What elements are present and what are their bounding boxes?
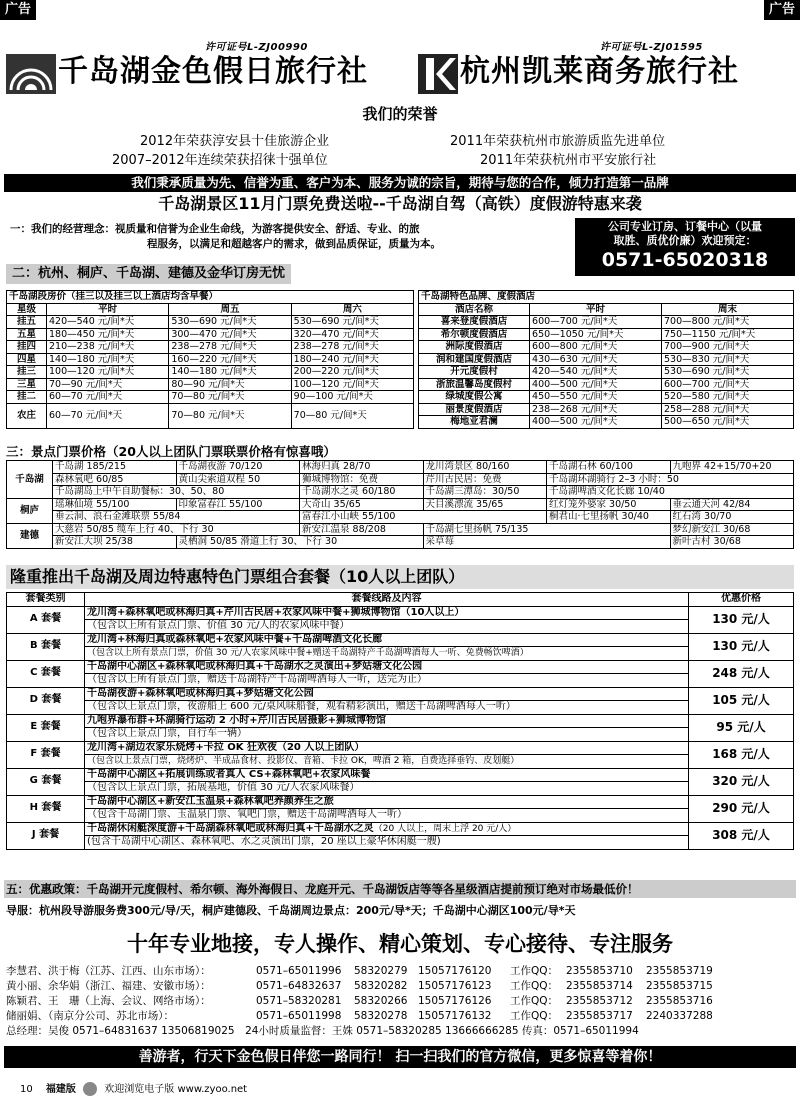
table-cell: 400—500 元/间*天 [530, 416, 662, 429]
table-cell: 农庄 [7, 403, 47, 428]
region-label: 桐庐 [7, 498, 53, 523]
table-cell: 九咆界 42+15/70+20 [670, 461, 794, 474]
table-row [419, 403, 794, 416]
table-cell: 100—120 元/间*天 [291, 378, 413, 391]
table-cell: 浙旅温馨岛度假村 [419, 378, 530, 391]
publisher-logo-icon [83, 1082, 97, 1096]
table-cell: 千岛湖夜游 70/120 [176, 461, 300, 474]
table-cell: (包含千岛湖中心湖区、森林氧吧、水之灵演出门票，20 座以上豪华休闲艇一艘) [85, 836, 689, 850]
table-row [7, 741, 794, 755]
table-cell: 600—700 元/间*天 [662, 378, 794, 391]
concept-text: 视质量和信誉为企业生命线，为游客提供安全、舒适、专业、的旅 [115, 223, 420, 235]
table-cell: 58320266 [354, 995, 408, 1007]
hotel-price-table [6, 290, 414, 429]
table-cell: 工作QQ： [510, 1010, 559, 1022]
table-cell: 300—470 元/间*天 [169, 328, 291, 341]
table-cell: F 套餐 [7, 741, 85, 768]
ad-label-right: 广告 [764, 0, 800, 20]
headline: 千岛湖景区11月门票免费送啦--千岛湖自驾（高铁）度假游特惠来袭 [158, 194, 642, 213]
region-label: 千岛湖 [7, 461, 53, 499]
ticket-price-table [6, 460, 794, 549]
table-row [7, 809, 794, 823]
table-cell: 160—220 元/间*天 [169, 353, 291, 366]
table-row [419, 316, 794, 329]
table-cell: 2355853715 [646, 980, 713, 992]
table-cell: 千岛湖中心湖区+森林氧吧或林海归真+千岛湖水之灵演出+梦姑塘文化公园 [85, 660, 689, 674]
table-cell: 700—900 元/间*天 [662, 341, 794, 354]
section-packages-title: 隆重推出千岛湖及周边特惠特色门票组合套餐（10人以上团队） [6, 565, 794, 589]
table-cell: 挂四 [7, 341, 47, 354]
table-cell: 千岛湖中心湖区+新安江玉温泉+森林氧吧养颜养生之旅 [85, 795, 689, 809]
table-cell: 丽景度假酒店 [419, 403, 530, 416]
table-cell: 520—580 元/间*天 [662, 391, 794, 404]
table-cell: 工作QQ： [510, 965, 559, 977]
booking-text: 公司专业订房、订餐中心（以量 [608, 220, 762, 233]
table-cell: 90—100 元/间*天 [291, 391, 413, 404]
footer-url[interactable]: www.zyoo.net [177, 1084, 248, 1095]
table-cell: 238—268 元/间*天 [530, 403, 662, 416]
col-header: 周末 [662, 303, 794, 316]
table-cell: 千岛湖环湖骑行 2–3 小时：50 [547, 473, 794, 486]
table-cell: 龙川湾+湖边农家乐烧烤+卡拉 OK 狂欢夜（20 人以上团队） [85, 741, 689, 755]
page-number: 10 [20, 1084, 33, 1095]
section-hotels-title: 二：杭州、桐庐、千岛湖、建德及金华订房无忧 [6, 264, 291, 284]
table-cell: （包含以上景点门票，夜游船上 600 元/桌风味船餐，观看精彩演出，赠送千岛湖啤酒每人一听） [85, 701, 689, 715]
brand-left: 千岛湖金色假日旅行社 [58, 54, 368, 89]
table-cell: 130 元/人 [689, 606, 794, 633]
honors-title: 我们的荣誉 [362, 105, 438, 123]
table-cell: 九咆界瀑布群+环湖骑行运动 2 小时+芹川古民居摄影+狮城博物馆 [85, 714, 689, 728]
table-row [7, 660, 794, 674]
table-row [419, 378, 794, 391]
table-row [7, 486, 794, 499]
table-cell: 320—470 元/间*天 [291, 328, 413, 341]
table-cell: 新叶古村 30/68 [670, 536, 794, 549]
table-cell: 420—540 元/间*天 [47, 316, 169, 329]
table-cell: 15057176126 [418, 995, 492, 1007]
table-row [7, 782, 794, 796]
table-cell: 瑶琳仙境 55/100 [53, 498, 177, 511]
table-cell: 238—278 元/间*天 [169, 341, 291, 354]
table-cell: 开元度假村 [419, 366, 530, 379]
col-header: 平时 [47, 303, 169, 316]
table-cell: 红石湾 30/70 [670, 511, 794, 524]
table-row [7, 620, 794, 634]
contact-list [6, 964, 796, 1039]
table-cell: 工作QQ： [510, 995, 559, 1007]
package-table [6, 592, 794, 850]
table-cell: 70—80 元/间*天 [169, 391, 291, 404]
contact-row [6, 1009, 796, 1024]
table-cell: 桐君山·七里扬帆 30/40 [547, 511, 671, 524]
table-cell: 700—800 元/间*天 [662, 316, 794, 329]
table-cell: 70—90 元/间*天 [47, 378, 169, 391]
table-row [7, 536, 794, 549]
hotel-table-title: 千岛湖段房价（挂三以及挂三以上酒店均含早餐） [7, 291, 414, 304]
table-cell: 千岛湖休闲艇深度游+千岛湖森林氧吧或林海归真+千岛湖水之灵 [87, 822, 374, 834]
table-row [7, 523, 794, 536]
table-cell: B 套餐 [7, 633, 85, 660]
table-cell: 58320282 [354, 980, 408, 992]
region-label: 建德 [7, 523, 53, 548]
table-row [419, 341, 794, 354]
table-cell: 希尔顿度假酒店 [419, 328, 530, 341]
sun-logo-icon [6, 54, 56, 94]
table-cell: 15057176132 [418, 1010, 492, 1022]
brand-right: 杭州凯莱商务旅行社 [460, 54, 739, 89]
table-cell: 三星 [7, 378, 47, 391]
table-cell: 梦幻新安江 30/68 [670, 523, 794, 536]
table-cell: 0571–64832637 [256, 980, 342, 992]
table-cell: 600—800 元/间*天 [530, 341, 662, 354]
table-cell: （包含以上所有景点门票、价值 30 元/人的农家风味中餐） [85, 620, 689, 634]
table-cell: 650—1050 元/间*天 [530, 328, 662, 341]
table-cell: 灵栖洞 50/85 滑道上行 30、下行 30 [176, 536, 423, 549]
table-cell: 森林氧吧 60/85 [53, 473, 177, 486]
table-cell: 黄山尖索道双程 50 [176, 473, 300, 486]
booking-text: 取胜、质优价廉）欢迎预定： [613, 234, 757, 247]
table-cell: 工作QQ： [510, 980, 559, 992]
table-cell: 垂云洞、浪石金滩联票 55/84 [53, 511, 300, 524]
table-cell: 新安江大坝 25/38 [53, 536, 177, 549]
table-cell: 248 元/人 [689, 660, 794, 687]
table-cell: 2355853716 [646, 995, 713, 1007]
table-cell: 600—700 元/间*天 [530, 316, 662, 329]
table-cell: 530—690 元/间*天 [662, 366, 794, 379]
guide-service: 导服：杭州段导游服务费300元/导/天，桐庐建德段、千岛湖周边景点：200元/导*天；千岛湖中心湖区100元/导*天 [6, 904, 576, 917]
table-cell: 95 元/人 [689, 714, 794, 741]
table-row [7, 755, 794, 769]
col-header: 平时 [530, 303, 662, 316]
footer-text: 欢迎浏览电子版 [104, 1084, 175, 1095]
table-cell: 750—1150 元/间*天 [662, 328, 794, 341]
table-row [7, 316, 414, 329]
table-cell: E 套餐 [7, 714, 85, 741]
section-tickets-title: 三：景点门票价格（20人以上团队门票联票价格有惊喜哦） [6, 444, 336, 459]
table-cell: 储丽娟、（南京分公司、苏北市场）： [6, 1010, 174, 1022]
table-row [7, 822, 794, 836]
table-cell: D 套餐 [7, 687, 85, 714]
table-cell: 320 元/人 [689, 768, 794, 795]
table-cell: 四星 [7, 353, 47, 366]
table-cell: 308 元/人 [689, 822, 794, 849]
table-row [419, 416, 794, 429]
page-footer [0, 1080, 800, 1100]
table-cell: 千岛湖岛上中午自助餐标：30、50、80 [53, 486, 300, 499]
table-cell: 大慈岩 50/85 缆车上行 40、下行 30 [53, 523, 300, 536]
col-header: 优惠价格 [689, 593, 794, 607]
table-cell: 富春江小山峡 55/100 [300, 511, 547, 524]
table-row [7, 795, 794, 809]
table-row [7, 366, 414, 379]
slogan: 十年专业地接，专人操作、精心策划、专心接待、专注服务 [127, 931, 673, 956]
table-cell: 60—70 元/间*天 [47, 391, 169, 404]
booking-phone: 0571-65020318 [601, 249, 769, 271]
honor-item: 2012年荣获淳安县十佳旅游企业 [140, 134, 330, 149]
table-cell: 238—278 元/间*天 [291, 341, 413, 354]
table-cell: 李慧君、洪于梅（江苏、江西、山东市场）： [6, 965, 211, 977]
table-row [7, 768, 794, 782]
table-cell: 2355853712 [566, 995, 633, 1007]
table-cell: 千岛湖中心湖区+拓展训练或者真人 CS+森林氧吧+农家风味餐 [85, 768, 689, 782]
table-cell: （包含以上景点门票，烧烤炉、半成品食材、投影仪、音箱、卡拉 OK，啤酒 2 箱，自费选择垂钓、皮划艇） [85, 755, 689, 769]
table-cell: （包含以上所有景点门票，赠送千岛湖特产千岛湖啤酒每人一听，送完为止） [85, 674, 689, 688]
concept-text: 程服务，以满足和超越客户的需求，做到品质保证，质量为本。 [147, 238, 441, 250]
table-row [419, 353, 794, 366]
table-cell: 180—450 元/间*天 [47, 328, 169, 341]
table-cell: 千岛湖夜游+森林氧吧或林海归真+梦姑塘文化公园 [85, 687, 689, 701]
table-cell: 70—80 元/间*天 [291, 403, 413, 428]
table-cell: 210—238 元/间*天 [47, 341, 169, 354]
table-cell: 0571–65011998 [256, 1010, 342, 1022]
table-cell: 天目溪漂流 35/65 [423, 498, 547, 511]
table-cell: 530—830 元/间*天 [662, 353, 794, 366]
table-cell: 2355853710 [566, 965, 633, 977]
table-cell: 60—70 元/间*天 [47, 403, 169, 428]
table-cell: 100—120 元/间*天 [47, 366, 169, 379]
table-row [7, 328, 414, 341]
table-cell: 258—288 元/间*天 [662, 403, 794, 416]
table-cell: 大奇山 35/65 [300, 498, 424, 511]
contact-row [6, 979, 796, 994]
table-row [7, 701, 794, 715]
table-cell: 58320278 [354, 1010, 408, 1022]
section-policy: 五：优惠政策：千岛湖开元度假村、希尔顿、海外海假日、龙庭开元、千岛湖饭店等等各星级酒店提前预订绝对市场最低价！ [4, 880, 796, 898]
bottom-motto: 善游者，行天下金色假日伴您一路同行！ 扫一扫我们的官方微信，更多惊喜等着你！ [4, 1046, 796, 1068]
table-cell: C 套餐 [7, 660, 85, 687]
table-cell: 千岛湖三潭岛：30/50 [423, 486, 547, 499]
table-cell: 290 元/人 [689, 795, 794, 822]
table-cell: 润和建国度假酒店 [419, 353, 530, 366]
resort-price-table [418, 290, 794, 429]
table-cell: （包含以上景点门票，自行车一辆） [85, 728, 689, 742]
table-cell: 0571–65011996 [256, 965, 342, 977]
table-cell: H 套餐 [7, 795, 85, 822]
table-cell: 新安江温泉 88/208 [300, 523, 424, 536]
table-cell: 0571–58320281 [256, 995, 342, 1007]
col-header: 套餐线路及内容 [85, 593, 689, 607]
table-cell: 2355853717 [566, 1010, 633, 1022]
concept-label: 一：我们的经营理念： [10, 223, 115, 235]
table-cell: J 套餐 [7, 822, 85, 849]
table-cell: 千岛湖七里扬帆 75/135 [423, 523, 670, 536]
table-cell: 龙川湾+森林氧吧或林海归真+芹川古民居+农家风味中餐+狮城博物馆（10人以上） [85, 606, 689, 620]
motto-bar: 我们秉承质量为先、信誉为重、客户为本、服务为诚的宗旨，期待与您的合作，倾力打造第一品牌 [4, 174, 796, 192]
table-row [7, 341, 414, 354]
col-header: 酒店名称 [419, 303, 530, 316]
license-left: 许可证号L-ZJ00990 [205, 42, 308, 53]
table-row [7, 473, 794, 486]
edition-label: 福建版 [45, 1084, 76, 1095]
table-row [7, 728, 794, 742]
table-cell: 挂五 [7, 316, 47, 329]
table-row [7, 687, 794, 701]
table-cell: 五星 [7, 328, 47, 341]
table-row [7, 461, 794, 474]
table-cell: 挂三 [7, 366, 47, 379]
table-cell: （包含以上景点门票，拓展基地，价值 30 元/人农家风味餐） [85, 782, 689, 796]
table-cell: 450—550 元/间*天 [530, 391, 662, 404]
table-cell: 千岛湖啤酒文化长廊 10/40 [547, 486, 794, 499]
table-cell: 龙川湾景区 80/160 [423, 461, 547, 474]
table-cell: 2240337288 [646, 1010, 713, 1022]
table-row [7, 836, 794, 850]
table-cell: 140—180 元/间*天 [169, 366, 291, 379]
table-cell: 140—180 元/间*天 [47, 353, 169, 366]
table-row [419, 391, 794, 404]
honor-item: 2011年荣获杭州市旅游质监先进单位 [450, 134, 666, 149]
ad-label-left: 广告 [0, 0, 36, 20]
table-cell: 530—690 元/间*天 [169, 316, 291, 329]
table-cell: 千岛湖 185/215 [53, 461, 177, 474]
table-cell: 2355853719 [646, 965, 713, 977]
table-row [7, 633, 794, 647]
table-cell: 200—220 元/间*天 [291, 366, 413, 379]
table-cell: 喜来登度假酒店 [419, 316, 530, 329]
license-right: 许可证号L-ZJ01595 [600, 42, 703, 53]
table-cell: 70—80 元/间*天 [169, 403, 291, 428]
table-cell: 洲际度假酒店 [419, 341, 530, 354]
booking-box [575, 218, 795, 276]
table-row [7, 647, 794, 661]
table-cell: 采草莓 [423, 536, 670, 549]
table-row [7, 378, 414, 391]
table-row [7, 391, 414, 404]
table-cell: 红灯笼外婆家 30/50 [547, 498, 671, 511]
k-logo-icon [418, 54, 458, 94]
table-cell: G 套餐 [7, 768, 85, 795]
table-cell: （包含千岛湖门票、玉温泉门票、氧吧门票，赠送千岛湖啤酒每人一听） [85, 809, 689, 823]
table-row [7, 511, 794, 524]
table-row [419, 328, 794, 341]
table-cell: 挂二 [7, 391, 47, 404]
contact-row [6, 994, 796, 1009]
table-row [7, 606, 794, 620]
table-cell: 芹川古民居：免费 [423, 473, 547, 486]
table-cell: （包含以上所有景点门票，价值 30 元/人农家风味中餐+赠送千岛湖特产千岛湖啤酒每人一听、免费畅饮啤酒） [85, 647, 689, 661]
honor-item: 2007–2012年连续荣获招徕十强单位 [112, 153, 328, 168]
table-cell: 黄小丽、余华娟（浙江、福建、安徽市场）： [6, 980, 211, 992]
table-cell: 林海归真 28/70 [300, 461, 424, 474]
col-header: 周五 [169, 303, 291, 316]
col-header: 套餐类别 [7, 593, 85, 607]
table-cell: 130 元/人 [689, 633, 794, 660]
table-cell: 530—690 元/间*天 [291, 316, 413, 329]
table-row [7, 403, 414, 428]
table-cell: 陈颖君、王 珊（上海、会议、网络市场）： [6, 995, 211, 1007]
table-cell: 梅地亚君澜 [419, 416, 530, 429]
table-cell: 58320279 [354, 965, 408, 977]
table-row [7, 714, 794, 728]
table-row [419, 366, 794, 379]
table-cell: 400—500 元/间*天 [530, 378, 662, 391]
table-cell: A 套餐 [7, 606, 85, 633]
table-cell: 绿城度假公寓 [419, 391, 530, 404]
contact-row [6, 964, 796, 979]
table-cell: 500—650 元/间*天 [662, 416, 794, 429]
resort-table-title: 千岛湖特色品牌、度假酒店 [419, 291, 794, 304]
table-row [7, 674, 794, 688]
table-cell: 千岛湖石林 60/100 [547, 461, 671, 474]
table-cell: 千岛湖水之灵 60/180 [300, 486, 424, 499]
table-cell: 印象富春江 55/100 [176, 498, 300, 511]
manager-line: 总经理：吴俊 0571–64831637 13506819025 24小时质量监督：王姝 0571–58320285 13666666285 传真：0571–65011994 [6, 1025, 639, 1037]
table-cell: 2355853714 [566, 980, 633, 992]
table-cell: 420—540 元/间*天 [530, 366, 662, 379]
table-cell: 狮城博物馆：免费 [300, 473, 424, 486]
table-cell: 168 元/人 [689, 741, 794, 768]
table-cell: 15057176120 [418, 965, 492, 977]
col-header: 周六 [291, 303, 413, 316]
table-cell: 430—630 元/间*天 [530, 353, 662, 366]
table-cell: （20 人以上，周末上浮 20 元/人） [373, 823, 517, 834]
table-cell: 垂云通天河 42/84 [670, 498, 794, 511]
table-cell: 15057176123 [418, 980, 492, 992]
table-cell: 80—90 元/间*天 [169, 378, 291, 391]
honor-item: 2011年荣获杭州市平安旅行社 [480, 153, 657, 168]
table-row [7, 353, 414, 366]
col-header: 星级 [7, 303, 47, 316]
table-row [7, 498, 794, 511]
table-cell: 龙川湾+林海归真或森林氧吧+农家风味中餐+千岛湖啤酒文化长廊 [85, 633, 689, 647]
table-cell: 180—240 元/间*天 [291, 353, 413, 366]
table-cell: 105 元/人 [689, 687, 794, 714]
